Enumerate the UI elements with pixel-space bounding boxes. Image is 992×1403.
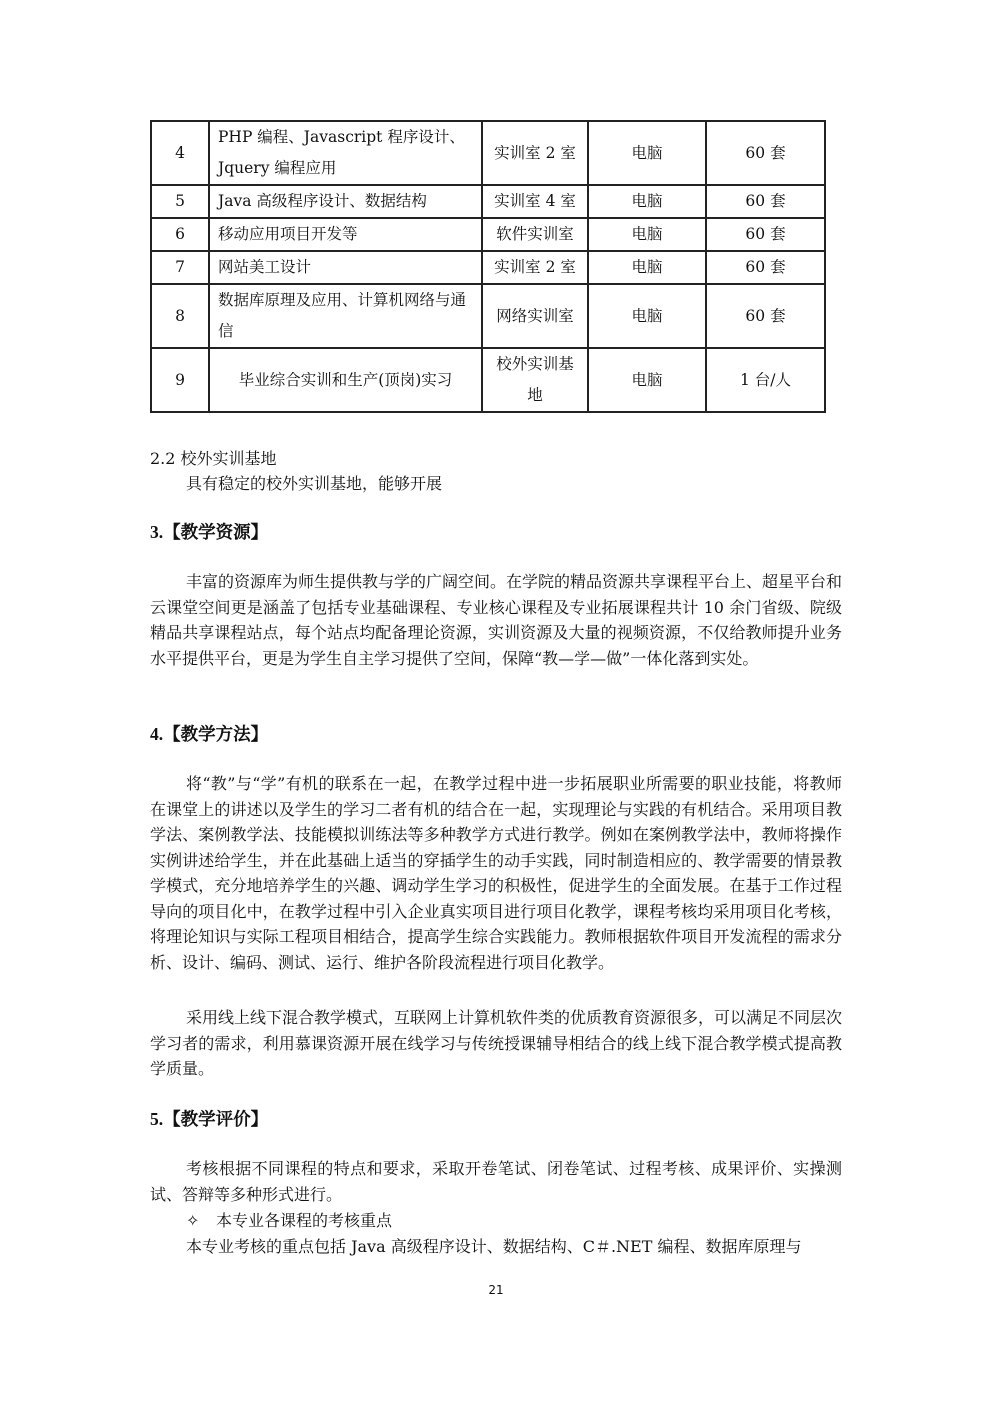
table-row [151, 185, 825, 218]
quantity-cell: 60 套 [706, 251, 825, 284]
quantity-cell: 60 套 [706, 185, 825, 218]
course-cell: Java 高级程序设计、数据结构 [209, 185, 482, 218]
course-cell: 移动应用项目开发等 [209, 218, 482, 251]
device-cell: 电脑 [588, 121, 706, 185]
course-cell: 网站美工设计 [209, 251, 482, 284]
device-cell: 电脑 [588, 284, 706, 348]
room-cell: 实训室 2 室 [482, 121, 588, 185]
room-cell: 实训室 4 室 [482, 185, 588, 218]
row-number: 7 [151, 251, 209, 284]
bullet-text: 本专业各课程的考核重点 [216, 1211, 393, 1230]
room-cell: 校外实训基地 [482, 348, 588, 412]
subsection-title: 2.2 校外实训基地 [150, 449, 277, 468]
table-row [151, 348, 825, 412]
section-title: 【教学方法】 [163, 725, 269, 745]
course-cell: PHP 编程、Javascript 程序设计、Jquery 编程应用 [209, 121, 482, 185]
paragraph: 将“教”与“学”有机的联系在一起，在教学过程中进一步拓展职业所需要的职业技能，将教师在课堂上的讲述以及学生的学习二者有机的结合在一起，实现理论与实践的有机结合。采用项目教学法、案例教学法、技能模拟训练法等多种教学方式进行教学。例如在案例教学法中，教师将操作实例讲述给学生，并在此基础上适当的穿插学生的动手实践，同时制造相应的、教学需要的情景教学模式，充分地培养学生的兴趣、调动学生学习的积极性，促进学生的全面发展。在基于工作过程导向的项目化中，在教学过程中引入企业真实项目进行项目化教学，课程考核均采用项目化考核，将理论知识与实际工程项目相结合，提高学生综合实践能力。教师根据软件项目开发流程的需求分析、设计、编码、测试、运行、维护各阶段流程进行项目化教学。 [150, 774, 842, 972]
paragraph: 考核根据不同课程的特点和要求，采取开卷笔试、闭卷笔试、过程考核、成果评价、实操测试、答辩等多种形式进行。 [150, 1159, 842, 1204]
paragraph: 本专业考核的重点包括 Java 高级程序设计、数据结构、C＃.NET 编程、数据库原理与 [186, 1237, 802, 1256]
diamond-bullet-icon: ✧ [186, 1211, 200, 1230]
device-cell: 电脑 [588, 185, 706, 218]
quantity-cell: 60 套 [706, 218, 825, 251]
row-number: 9 [151, 348, 209, 412]
section-title: 【教学评价】 [163, 1110, 269, 1130]
page-number: 21 [488, 1283, 504, 1297]
device-cell: 电脑 [588, 348, 706, 412]
table-row [151, 284, 825, 348]
device-cell: 电脑 [588, 218, 706, 251]
paragraph: 采用线上线下混合教学模式，互联网上计算机软件类的优质教育资源很多，可以满足不同层次学习者的需求，利用慕课资源开展在线学习与传统授课辅导相结合的线上线下混合教学模式提高教学质量。 [150, 1008, 843, 1078]
room-cell: 实训室 2 室 [482, 251, 588, 284]
section-heading [150, 519, 268, 546]
row-number: 8 [151, 284, 209, 348]
quantity-cell: 1 台/人 [706, 348, 825, 412]
course-cell: 毕业综合实训和生产(顶岗)实习 [209, 348, 482, 412]
training-room-table [150, 120, 826, 413]
section-number: 4. [150, 724, 164, 744]
section-title: 【教学资源】 [163, 523, 269, 543]
room-cell: 网络实训室 [482, 284, 588, 348]
row-number: 6 [151, 218, 209, 251]
section-heading [150, 721, 268, 748]
section-heading [150, 1106, 268, 1133]
row-number: 4 [151, 121, 209, 185]
row-number: 5 [151, 185, 209, 218]
quantity-cell: 60 套 [706, 284, 825, 348]
quantity-cell: 60 套 [706, 121, 825, 185]
bullet-item [186, 1208, 392, 1234]
course-cell: 数据库原理及应用、计算机网络与通信 [209, 284, 482, 348]
table-row [151, 218, 825, 251]
device-cell: 电脑 [588, 251, 706, 284]
section-number: 5. [150, 1109, 164, 1129]
table-row [151, 251, 825, 284]
table-row [151, 121, 825, 185]
subsection-text: 具有稳定的校外实训基地，能够开展 [186, 474, 443, 493]
paragraph: 丰富的资源库为师生提供教与学的广阔空间。在学院的精品资源共享课程平台上、超星平台和云课堂空间更是涵盖了包括专业基础课程、专业核心课程及专业拓展课程共计 10 余门省级、院级精品共享课程站点，每个站点均配备理论资源，实训资源及大量的视频资源，不仅给教师提升业务水平提供平台，更是为学生自主学习提供了空间，保障“教—学—做”一体化落到实处。 [150, 572, 843, 668]
room-cell: 软件实训室 [482, 218, 588, 251]
section-number: 3. [150, 522, 164, 542]
